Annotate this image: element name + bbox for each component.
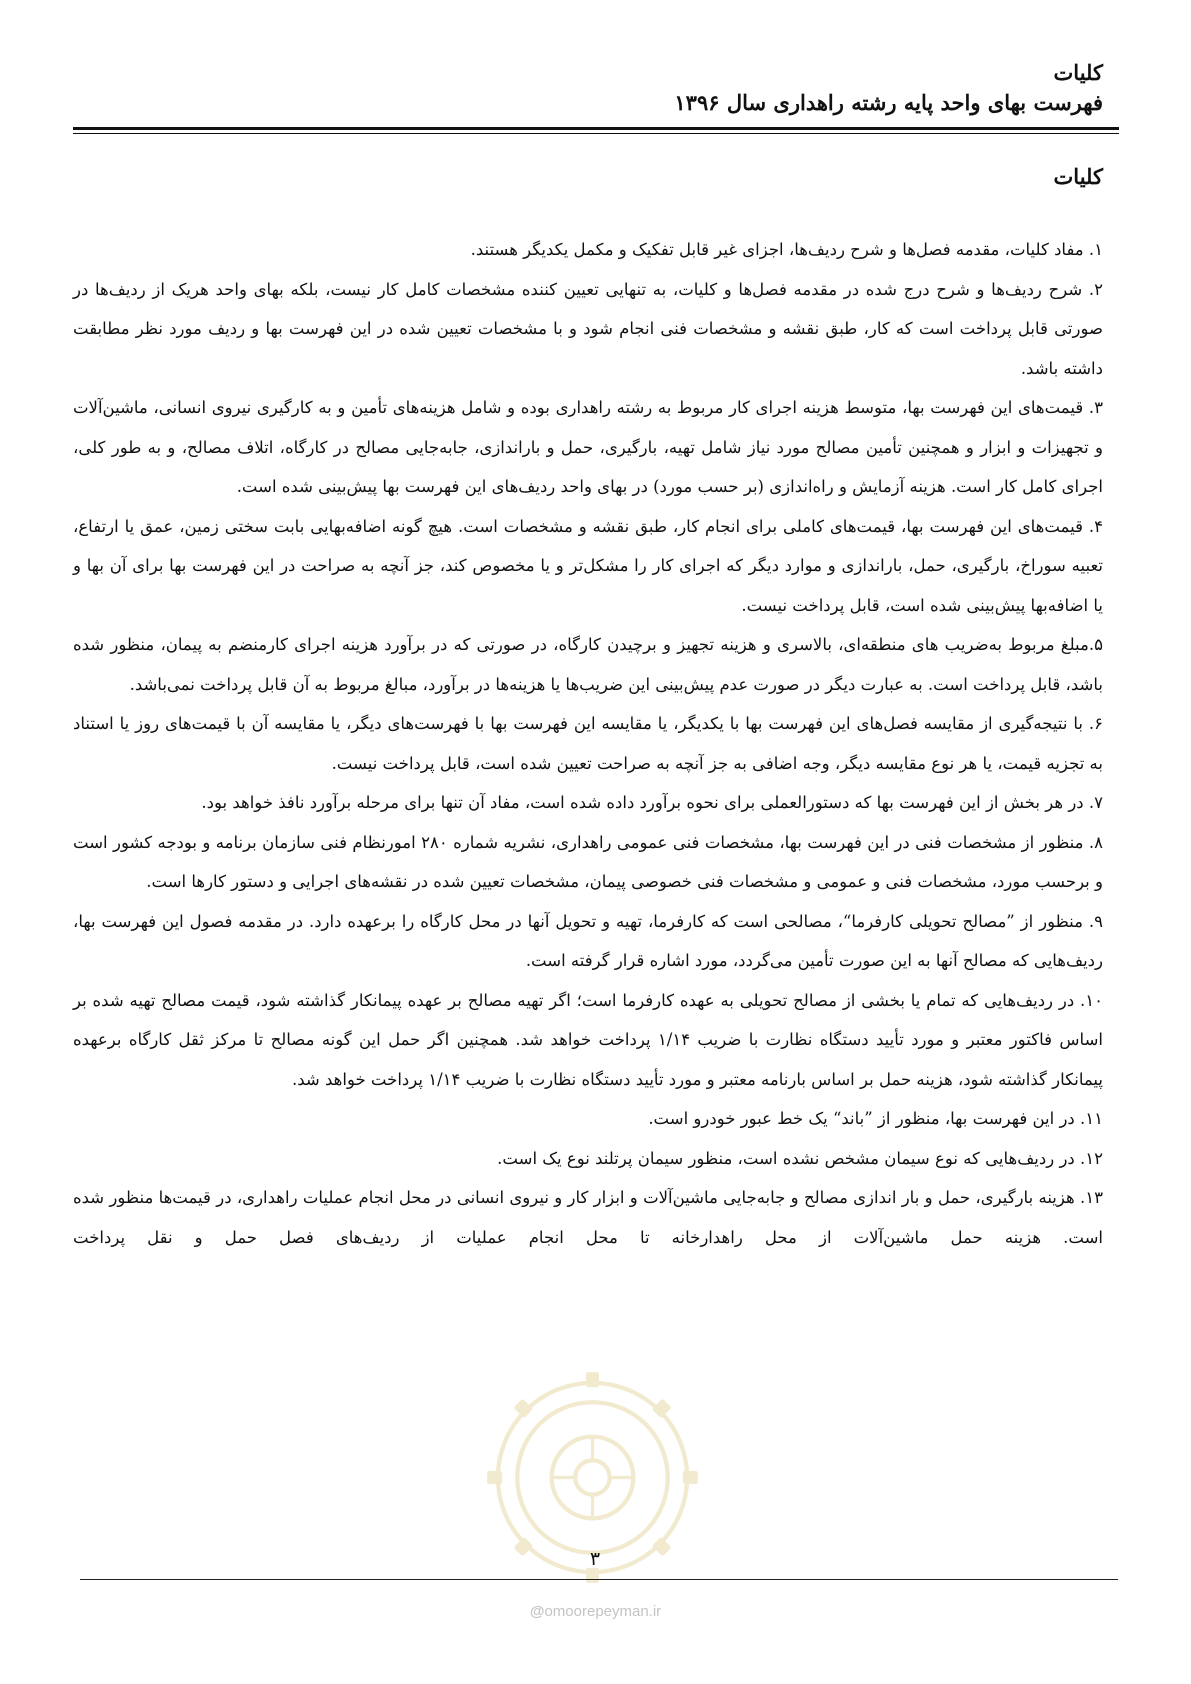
paragraph-3: ۳. قیمت‌های این فهرست بها، متوسط هزینه اجرای کار مربوط به رشته راهداری بوده و شامل هزینه‌های تأمین و به کارگیری نیروی انسانی، ماشین‌آلات و تجهیزات و ابزار و همچنین تأمین مصالح مورد نیاز شامل تهیه، بارگیری، حمل و باراندازی، جابه‌جایی مصالح در کارگاه، اتلاف مصالح، و به طور کلی، اجرای کامل کار است. هزینه آزمایش و راه‌اندازی (بر حسب مورد) در بهای واحد ردیف‌های این فهرست بها پیش‌بینی شده است. (73, 398, 1103, 496)
page-header (73, 58, 1103, 118)
section-title: کلیات (1053, 164, 1103, 189)
paragraph-6: ۶. با نتیجه‌گیری از مقایسه فصل‌های این فهرست بها با یکدیگر، یا مقایسه این فهرست بها با فهرست‌های دیگر، یا مقایسه آن با قیمت‌های روز یا استناد به تجزیه قیمت، یا هر نوع مقایسه دیگر، وجه اضافی به جز آنچه به صراحت تعیین شده است، قابل پرداخت نیست. (73, 714, 1103, 773)
paragraph-10: ۱۰. در ردیف‌هایی که تمام یا بخشی از مصالح تحویلی به عهده کارفرما است؛ اگر تهیه مصالح بر عهده پیمانکار گذاشته شود، قیمت مصالح تهیه شده بر اساس فاکتور معتبر و مورد تأیید دستگاه نظارت با ضریب ۱/۱۴ پرداخت خواهد شد. همچنین اگر حمل این گونه مصالح تا مرکز ثقل کارگاه برعهده پیمانکار گذاشته شود، هزینه حمل بر اساس بارنامه معتبر و مورد تأیید دستگاه نظارت با ضریب ۱/۱۴ پرداخت خواهد شد. (73, 990, 1103, 1089)
paragraph-8: ۸. منظور از مشخصات فنی در این فهرست بها، مشخصات فنی عمومی راهداری، نشریه شماره ۲۸۰ امورنظام فنی سازمان برنامه و بودجه کشور است و برحسب مورد، مشخصات فنی و عمومی و مشخصات فنی خصوصی پیمان، مشخصات تعیین شده در نقشه‌های اجرایی و دستور کارها است. (73, 832, 1104, 891)
paragraph-1: ۱. مفاد کلیات، مقدمه فصل‌ها و شرح ردیف‌ها، اجزای غیر قابل تفکیک و مکمل یکدیگر هستند. (470, 240, 1103, 259)
header-subtitle: فهرست بهای واحد پایه رشته راهداری سال ۱۳۹۶ (674, 90, 1103, 115)
header-title: کلیات (1053, 60, 1103, 85)
page-number: ۳ (589, 1548, 601, 1570)
paragraph-13: ۱۳. هزینه بارگیری، حمل و بار اندازی مصالح و جابه‌جایی ماشین‌آلات و ابزار کار و نیروی انسانی در محل انجام عملیات راهداری، در قیمت‌ها منظور شده است. هزینه حمل ماشین‌آلات از محل راهدارخانه تا محل انجام عملیات از ردیف‌های فصل حمل و نقل پرداخت (73, 1188, 1103, 1247)
footer-website (0, 1603, 1191, 1620)
footer-divider (80, 1579, 1118, 1580)
header-divider-thick (73, 127, 1119, 130)
header-divider-thin (73, 133, 1119, 134)
paragraph-12: ۱۲. در ردیف‌هایی که نوع سیمان مشخص نشده است، منظور سیمان پرتلند نوع یک است. (497, 1148, 1103, 1168)
paragraph-7: ۷. در هر بخش از این فهرست بها که دستورالعملی برای نحوه برآورد داده شده است، مفاد آن تنها برای مرحله برآورد نافذ خواهد بود. (201, 793, 1103, 812)
paragraph-5: ۵.مبلغ مربوط به‌ضریب های منطقه‌ای، بالاسری و هزینه تجهیز و برچیدن کارگاه، در صورتی که در برآورد هزینه اجرای کارمنضم به پیمان، منظور شده باشد، قابل پرداخت است. به عبارت دیگر در صورت عدم پیش‌بینی این ضریب‌ها یا هزینه‌ها در برآورد، مبالغ مربوط به آن قابل پرداخت نمی‌باشد. (73, 635, 1103, 694)
at-icon: @ (529, 1603, 545, 1620)
paragraph-11: ۱۱. در این فهرست بها، منظور از ”باند“ یک خط عبور خودرو است. (648, 1109, 1103, 1128)
paragraph-2: ۲. شرح ردیف‌ها و شرح درج شده در مقدمه فصل‌ها و کلیات، به تنهایی تعیین کننده مشخصات کامل کار نیست، بلکه بهای واحد هریک از ردیف‌ها در صورتی قابل پرداخت است که کار، طبق نقشه و مشخصات فنی انجام شود و با مشخصات تعیین شده در این فهرست بها و ردیف مورد نظر مطابقت داشته باشد. (73, 279, 1103, 378)
paragraph-9: ۹. منظور از ”مصالح تحویلی کارفرما“، مصالحی است که کارفرما، تهیه و تحویل آنها در محل کارگاه را برعهده دارد. در مقدمه فصول این فهرست بها، ردیف‌هایی که مصالح آنها به این صورت تأمین می‌گردد، مورد اشاره قرار گرفته است. (73, 911, 1103, 970)
paragraph-4: ۴. قیمت‌های این فهرست بها، قیمت‌های کاملی برای انجام کار، طبق نقشه و مشخصات است. هیچ گونه اضافه‌بهایی بابت سختی زمین، عمق یا ارتفاع، تعبیه سوراخ، بارگیری، حمل، باراندازی و موارد دیگر که اجرای کار را مشکل‌تر و یا مخصوص کند، جز آنچه به صراحت در این فهرست بها برای آن بها و یا اضافه‌بها پیش‌بینی شده است، قابل پرداخت نیست. (73, 516, 1103, 615)
body-text (73, 230, 1103, 1257)
footer-website-label: omoorepeyman.ir (544, 1603, 662, 1620)
